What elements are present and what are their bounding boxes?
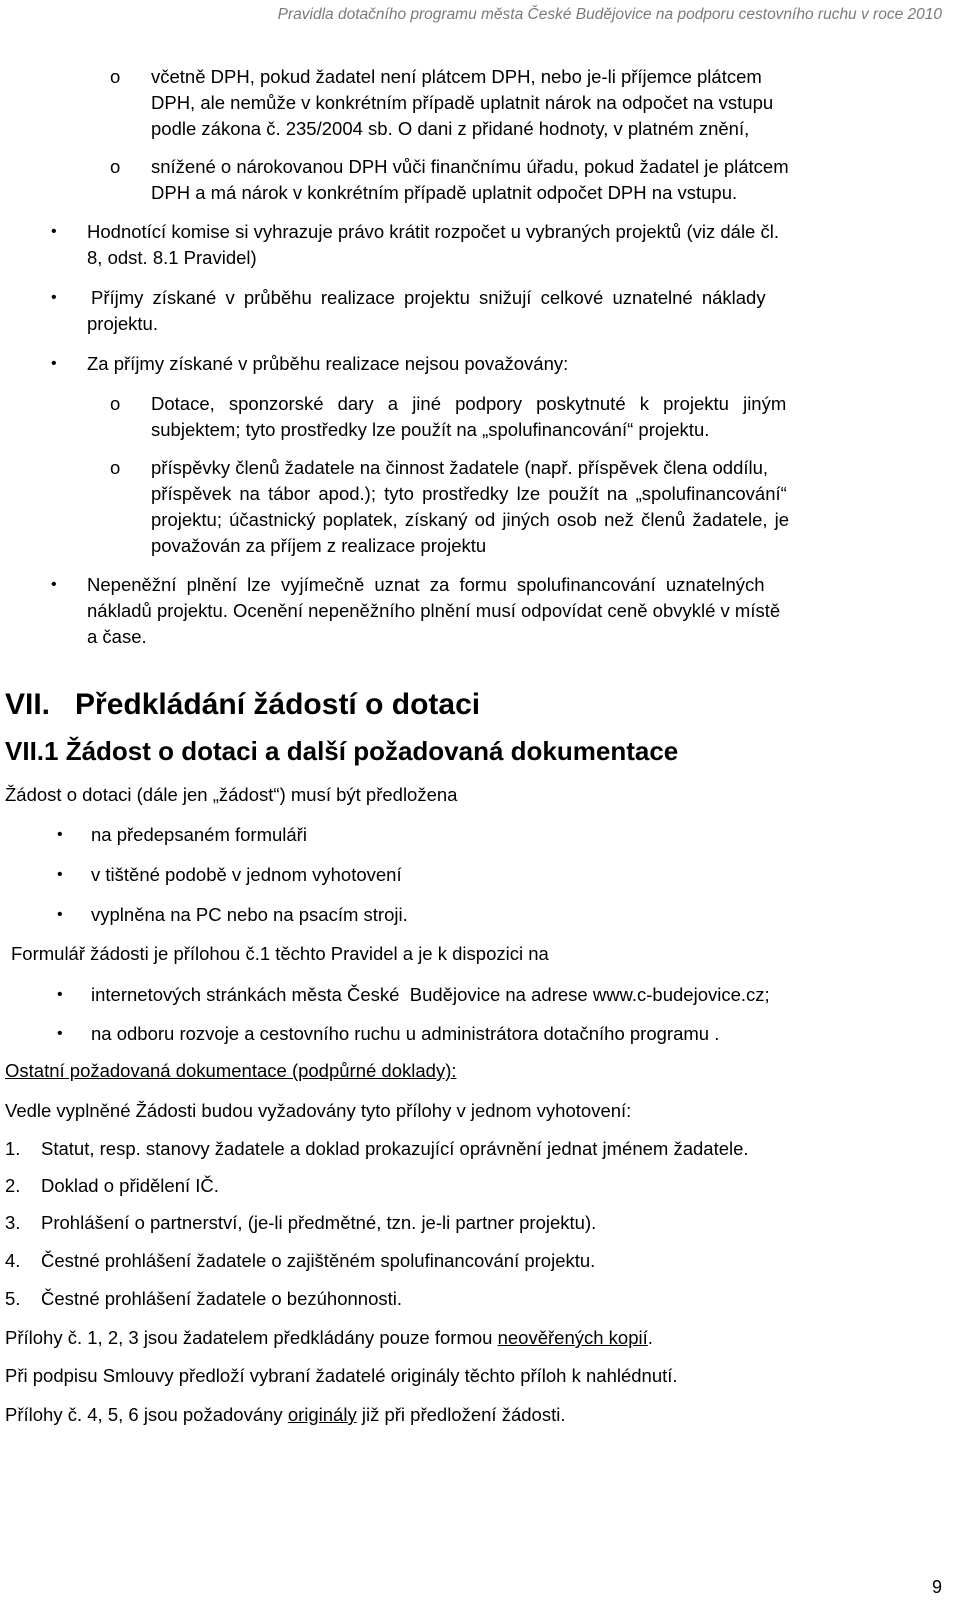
list-number: 2.	[5, 1175, 21, 1196]
sub2-line1: příspěvky členů žadatele na činnost žadatele (např. příspěvek člena oddílu,	[151, 457, 769, 478]
bullet4-line3: a čase.	[87, 626, 147, 647]
sublist-item1-line3: podle zákona č. 235/2004 sb. O dani z přidané hodnoty, v platném znění,	[151, 118, 750, 139]
bullet-symbol: •	[57, 906, 63, 923]
running-header: Pravidla dotačního programu města České Budějovice na podporu cestovního ruchu v roce 2010	[277, 6, 942, 23]
bullet-symbol: •	[51, 289, 57, 306]
bullet-symbol: •	[57, 866, 63, 883]
bullet2-line2: projektu.	[87, 313, 158, 334]
bullet-symbol: •	[57, 826, 63, 843]
copies-end: .	[647, 1327, 653, 1348]
originals-text: Přílohy č. 4, 5, 6 jsou požadovány	[5, 1404, 288, 1425]
intro-text: Žádost o dotaci (dále jen „žádost“) musí být předložena	[5, 784, 458, 805]
bullet-symbol: •	[51, 355, 57, 372]
bullet4-line1: Nepeněžní plnění lze vyjímečně uznat za formu spolufinancování uznatelných	[87, 574, 765, 595]
bullet-symbol: •	[51, 576, 57, 593]
avail-item-1: internetových stránkách města České Budějovice na adrese www.c-budejovice.cz;	[91, 984, 770, 1005]
list-item: Doklad o přidělení IČ.	[41, 1175, 219, 1196]
sublist-marker: o	[110, 66, 121, 87]
copies-paragraph	[5, 1325, 653, 1351]
list-number: 4.	[5, 1250, 21, 1271]
originals-inspection-paragraph: Při podpisu Smlouvy předloží vybraní žadatelé originály těchto příloh k nahlédnutí.	[5, 1365, 678, 1386]
originals-underlined: originály	[287, 1404, 357, 1425]
sub2-line4: považován za příjem z realizace projektu	[151, 535, 487, 556]
sublist-item1-line2: DPH, ale nemůže v konkrétním případě uplatnit nárok na odpočet na vstupu	[151, 92, 774, 113]
page-number: 9	[931, 1577, 942, 1597]
sub1-line1: Dotace, sponzorské dary a jiné podpory poskytnuté k projektu jiným	[151, 393, 787, 414]
req-item-3: vyplněna na PC nebo na psacím stroji.	[91, 904, 408, 925]
list-number: 1.	[5, 1138, 21, 1159]
sub2-line3: projektu; účastnický poplatek, získaný od jiných osob než členů žadatele, je	[151, 509, 790, 530]
originals-end: již při předložení žádosti.	[356, 1404, 566, 1425]
list-item: Čestné prohlášení žadatele o bezúhonnosti.	[41, 1288, 403, 1309]
copies-underlined: neověřených kopií	[497, 1327, 648, 1348]
bullet-symbol: •	[57, 1025, 63, 1042]
sublist-item1-line1: včetně DPH, pokud žadatel není plátcem DPH, nebo je-li příjemce plátcem	[151, 66, 762, 87]
bullet1-line1: Hodnotící komise si vyhrazuje právo krátit rozpočet u vybraných projektů (viz dále čl.	[87, 221, 779, 242]
bullet4-line2: nákladů projektu. Ocenění nepeněžního plnění musí odpovídat ceně obvyklé v místě	[87, 600, 781, 621]
avail-item-2: na odboru rozvoje a cestovního ruchu u administrátora dotačního programu .	[91, 1023, 720, 1044]
sublist-item2-line2: DPH a má nárok v konkrétním případě uplatnit odpočet DPH na vstupu.	[151, 182, 738, 203]
list-item: Čestné prohlášení žadatele o zajištěném spolufinancování projektu.	[41, 1250, 596, 1271]
originals-paragraph	[5, 1402, 565, 1428]
sub1-line2: subjektem; tyto prostředky lze použít na „spolufinancování“ projektu.	[151, 419, 710, 440]
req-item-1: na předepsaném formuláři	[91, 824, 307, 845]
bullet3-text: Za příjmy získané v průběhu realizace nejsou považovány:	[87, 353, 569, 374]
req-item-2: v tištěné podobě v jednom vyhotovení	[91, 864, 402, 885]
form-availability-text: Formulář žádosti je přílohou č.1 těchto Pravidel a je k dispozici na	[11, 943, 549, 964]
list-item: Statut, resp. stanovy žadatele a doklad prokazující oprávnění jednat jménem žadatele.	[41, 1138, 749, 1159]
list-number: 5.	[5, 1288, 21, 1309]
bullet1-line2: 8, odst. 8.1 Pravidel)	[87, 247, 257, 268]
sublist-marker: o	[110, 457, 121, 478]
sublist-marker: o	[110, 393, 121, 414]
list-number: 3.	[5, 1212, 21, 1233]
attachments-intro: Vedle vyplněné Žádosti budou vyžadovány tyto přílohy v jednom vyhotovení:	[5, 1100, 632, 1121]
other-docs-heading: Ostatní požadovaná dokumentace (podpůrné doklady):	[5, 1060, 457, 1081]
copies-text: Přílohy č. 1, 2, 3 jsou žadatelem předkládány pouze formou	[5, 1327, 498, 1348]
subsection-heading: VII.1 Žádost o dotaci a další požadovaná dokumentace	[5, 736, 679, 766]
list-item: Prohlášení o partnerství, (je-li předmětné, tzn. je-li partner projektu).	[41, 1212, 597, 1233]
bullet-symbol: •	[51, 223, 57, 240]
sublist-item2-line1: snížené o nárokovanou DPH vůči finančnímu úřadu, pokud žadatel je plátcem	[151, 156, 789, 177]
sublist-marker: o	[110, 156, 121, 177]
bullet2-line1: Příjmy získané v průběhu realizace projektu snižují celkové uznatelné náklady	[91, 287, 766, 308]
section-heading: VII. Předkládání žádostí o dotaci	[5, 688, 481, 721]
bullet-symbol: •	[57, 986, 63, 1003]
sub2-line2: příspěvek na tábor apod.); tyto prostředky lze použít na „spolufinancování“	[151, 483, 787, 504]
